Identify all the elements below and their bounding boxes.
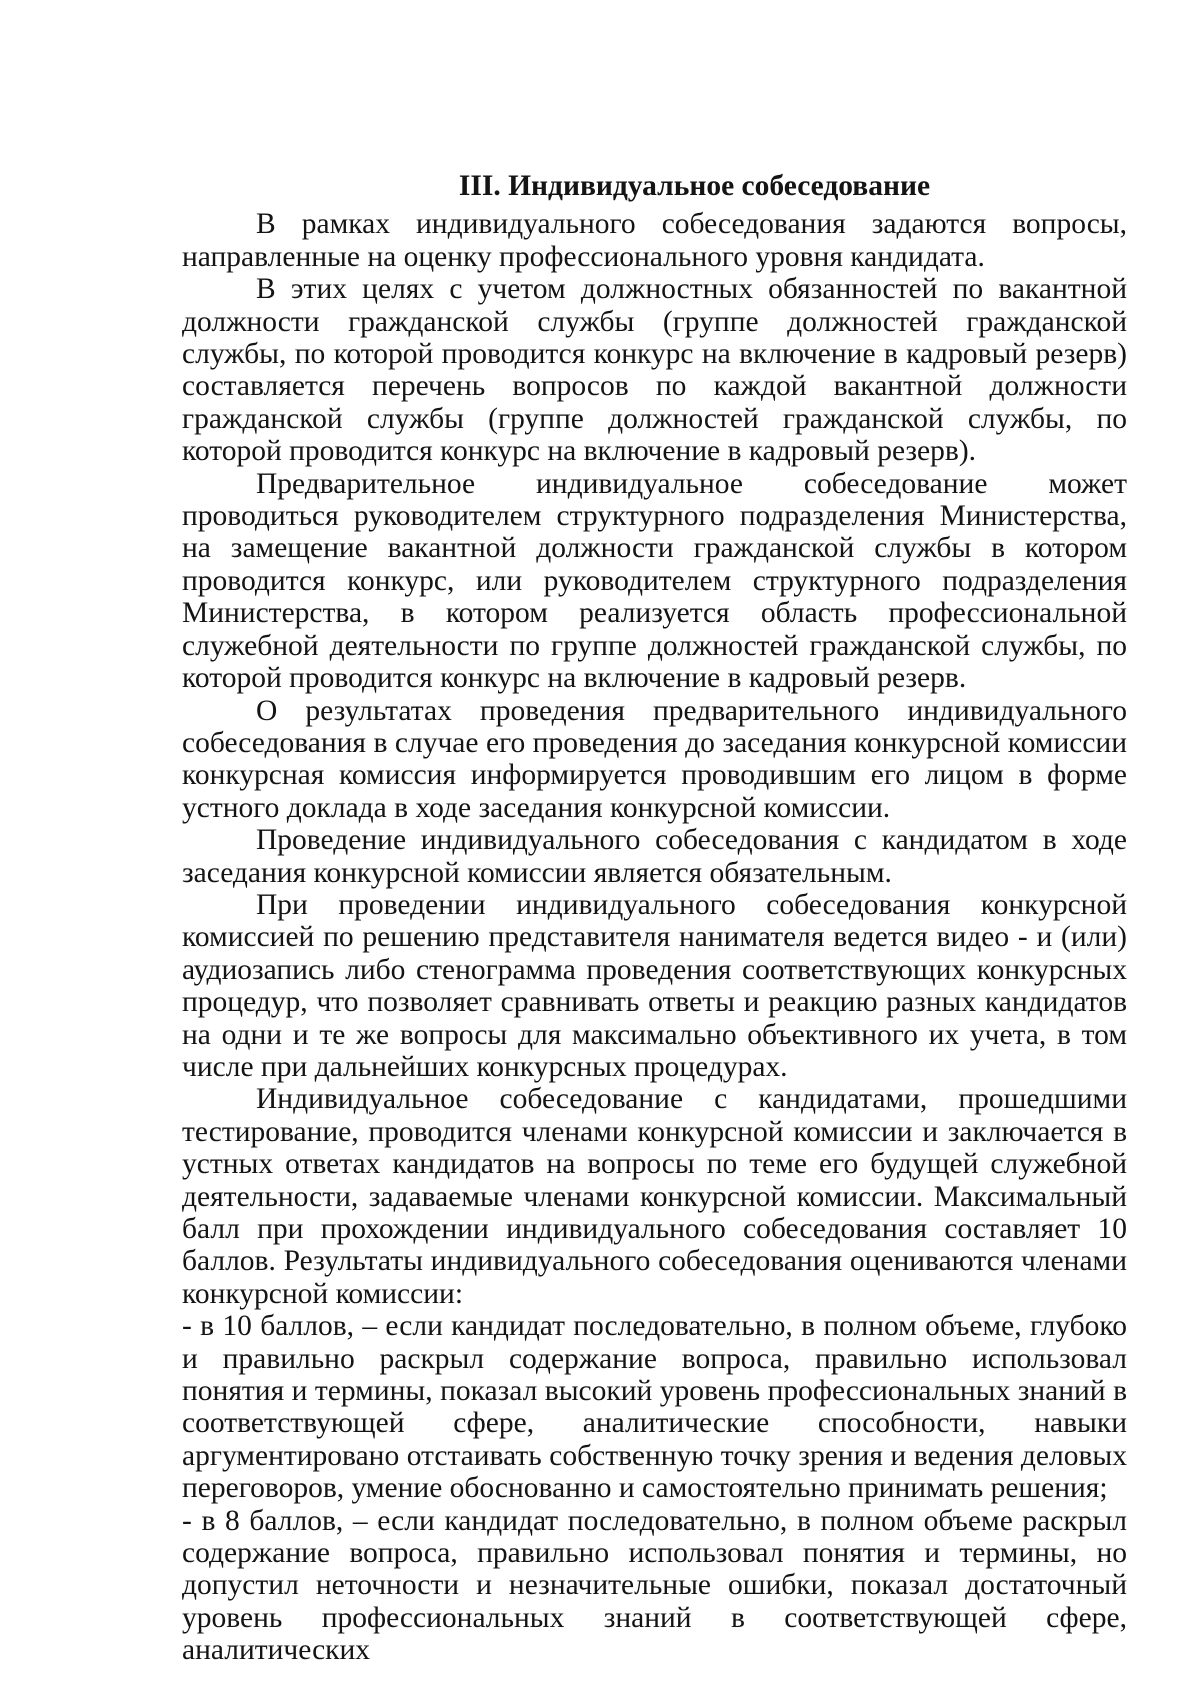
paragraph: В рамках индивидуального собеседования задаются вопросы, направленные на оценку профессионального уровня кандидата.: [182, 208, 1127, 273]
paragraph: О результатах проведения предварительного индивидуального собеседования в случае его проведения до заседания конкурсной комиссии конкурсная комиссия информируется проводившим его лицом в форме устного доклада в ходе заседания конкурсной комиссии.: [182, 694, 1127, 824]
paragraph: При проведении индивидуального собеседования конкурсной комиссией по решению представителя нанимателя ведется видео - и (или) аудиозапись либо стенограмма проведения соответствующих конкурсных процедур, что позволяет сравнивать ответы и реакцию разных кандидатов на одни и те же вопросы для максимально объективного их учета, в том числе при дальнейших конкурсных процедурах.: [182, 888, 1127, 1083]
paragraph: Индивидуальное собеседование с кандидатами, прошедшими тестирование, проводится членами конкурсной комиссии и заключается в устных ответах кандидатов на вопросы по теме его будущей служебной деятельности, задаваемые членами конкурсной комиссии. Максимальный балл при прохождении индивидуального собеседования составляет 10 баллов. Результаты индивидуального собеседования оцениваются членами конкурсной комиссии:: [182, 1083, 1127, 1310]
paragraph: Предварительное индивидуальное собеседование может проводиться руководителем структурного подразделения Министерства, на замещение вакантной должности гражданской службы в котором проводится конкурс, или руководителем структурного подразделения Министерства, в котором реализуется область профессиональной служебной деятельности по группе должностей гражданской службы, по которой проводится конкурс на включение в кадровый резерв.: [182, 467, 1127, 695]
section-heading: III. Индивидуальное собеседование: [458, 170, 931, 202]
paragraph: Проведение индивидуального собеседования с кандидатом в ходе заседания конкурсной комиссии является обязательным.: [182, 824, 1127, 889]
document-page: [182, 170, 1127, 1667]
list-item: - в 8 баллов, – если кандидат последовательно, в полном объеме раскрыл содержание вопроса, правильно использовал понятия и термины, но допустил неточности и незначительные ошибки, показал достаточный уровень профессиональных знаний в соответствующей сфере, аналитических: [182, 1504, 1127, 1667]
list-item: - в 10 баллов, – если кандидат последовательно, в полном объеме, глубоко и правильно раскрыл содержание вопроса, правильно использовал понятия и термины, показал высокий уровень профессиональных знаний в соответствующей сфере, аналитические способности, навыки аргументировано отстаивать собственную точку зрения и ведения деловых переговоров, умение обоснованно и самостоятельно принимать решения;: [182, 1310, 1127, 1505]
paragraph: В этих целях с учетом должностных обязанностей по вакантной должности гражданской службы (группе должностей гражданской службы, по которой проводится конкурс на включение в кадровый резерв) составляется перечень вопросов по каждой вакантной должности гражданской службы (группе должностей гражданской службы, по которой проводится конкурс на включение в кадровый резерв).: [182, 273, 1127, 468]
